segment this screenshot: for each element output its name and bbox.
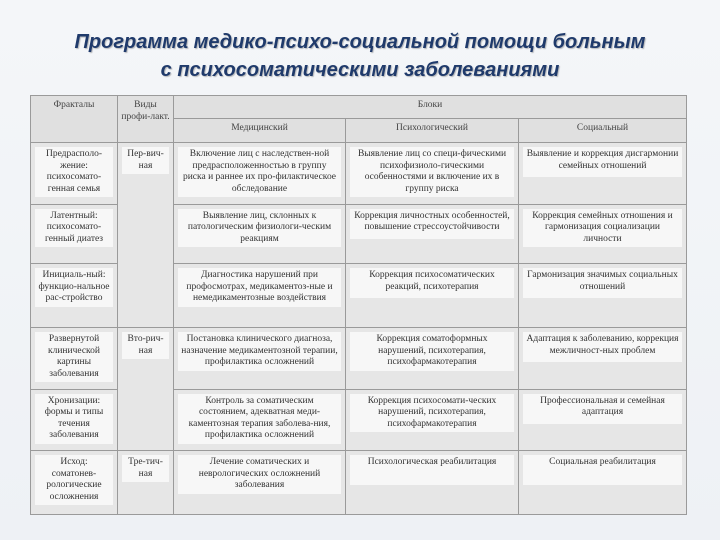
fractal-cell: Предрасполо-жение: психосомато-генная семья — [31, 143, 118, 205]
fractal-cell: Исход: соматонев-рологические осложнения — [31, 451, 118, 515]
header-medical: Медицинский — [174, 118, 346, 143]
fractal-cell: Латентный: психосомато-генный диатез — [31, 204, 118, 264]
social-cell: Социальная реабилитация — [519, 451, 687, 515]
table-row — [31, 328, 687, 390]
header-row — [31, 96, 687, 119]
social-cell: Адаптация к заболеванию, коррекция межличност-ных проблем — [519, 328, 687, 390]
social-cell: Коррекция семейных отношения и гармонизация социализации личности — [519, 204, 687, 264]
social-cell: Гармонизация значимых социальных отношений — [519, 264, 687, 328]
medical-cell: Включение лиц с наследствен-ной предрасположенностью в группу риска и раннее их про-филактическое обследование — [174, 143, 346, 205]
medical-cell: Постановка клинического диагноза, назначение медикаментозной терапии, профилактика осложнений — [174, 328, 346, 390]
social-cell: Профессиональная и семейная адаптация — [519, 389, 687, 451]
fractal-cell: Развернутой клинической картины заболевания — [31, 328, 118, 390]
psych-cell: Коррекция личностных особенностей, повышение стрессоустойчивости — [346, 204, 519, 264]
header-social: Социальный — [519, 118, 687, 143]
medical-cell: Диагностика нарушений при профосмотрах, медикаментоз-ные и немедикаментозные воздействия — [174, 264, 346, 328]
type-cell-tertiary: Тре-тич-ная — [118, 451, 174, 515]
psych-cell: Коррекция соматоформных нарушений, психотерапия, психофармакотерапия — [346, 328, 519, 390]
fractal-cell: Инициаль-ный: функцио-нальное рас-стройство — [31, 264, 118, 328]
type-cell-primary: Пер-вич-ная — [118, 143, 174, 328]
type-cell-secondary: Вто-рич-ная — [118, 328, 174, 451]
title-line-2: с психосоматическими заболеваниями — [160, 59, 560, 81]
social-cell: Выявление и коррекция дисгармонии семейных отношений — [519, 143, 687, 205]
psych-cell: Выявление лиц со специ-фическими психофизиоло-гическими особенностями и включение их в группу риска — [346, 143, 519, 205]
header-psych: Психологический — [346, 118, 519, 143]
medical-cell: Выявление лиц, склонных к патологическим физиологи-ческим реакциям — [174, 204, 346, 264]
table-row — [31, 143, 687, 205]
header-blocks: Блоки — [174, 96, 687, 119]
title-line-1: Программа медико-психо-социальной помощи больным — [74, 31, 646, 53]
program-table — [30, 95, 687, 515]
table-row — [31, 451, 687, 515]
fractal-cell: Хронизации: формы и типы течения заболевания — [31, 389, 118, 451]
psych-cell: Психологическая реабилитация — [346, 451, 519, 515]
header-fractal: Фракталы — [31, 96, 118, 143]
psych-cell: Коррекция психосомати-ческих нарушений, психотерапия, психофармакотерапия — [346, 389, 519, 451]
page-title — [0, 28, 720, 84]
psych-cell: Коррекция психосоматических реакций, психотерапия — [346, 264, 519, 328]
header-types: Виды профи-лакт. — [118, 96, 174, 143]
medical-cell: Лечение соматических и неврологических осложнений заболевания — [174, 451, 346, 515]
medical-cell: Контроль за соматическим состоянием, адекватная меди-каментозная терапия заболева-ния, профилактика осложнений — [174, 389, 346, 451]
